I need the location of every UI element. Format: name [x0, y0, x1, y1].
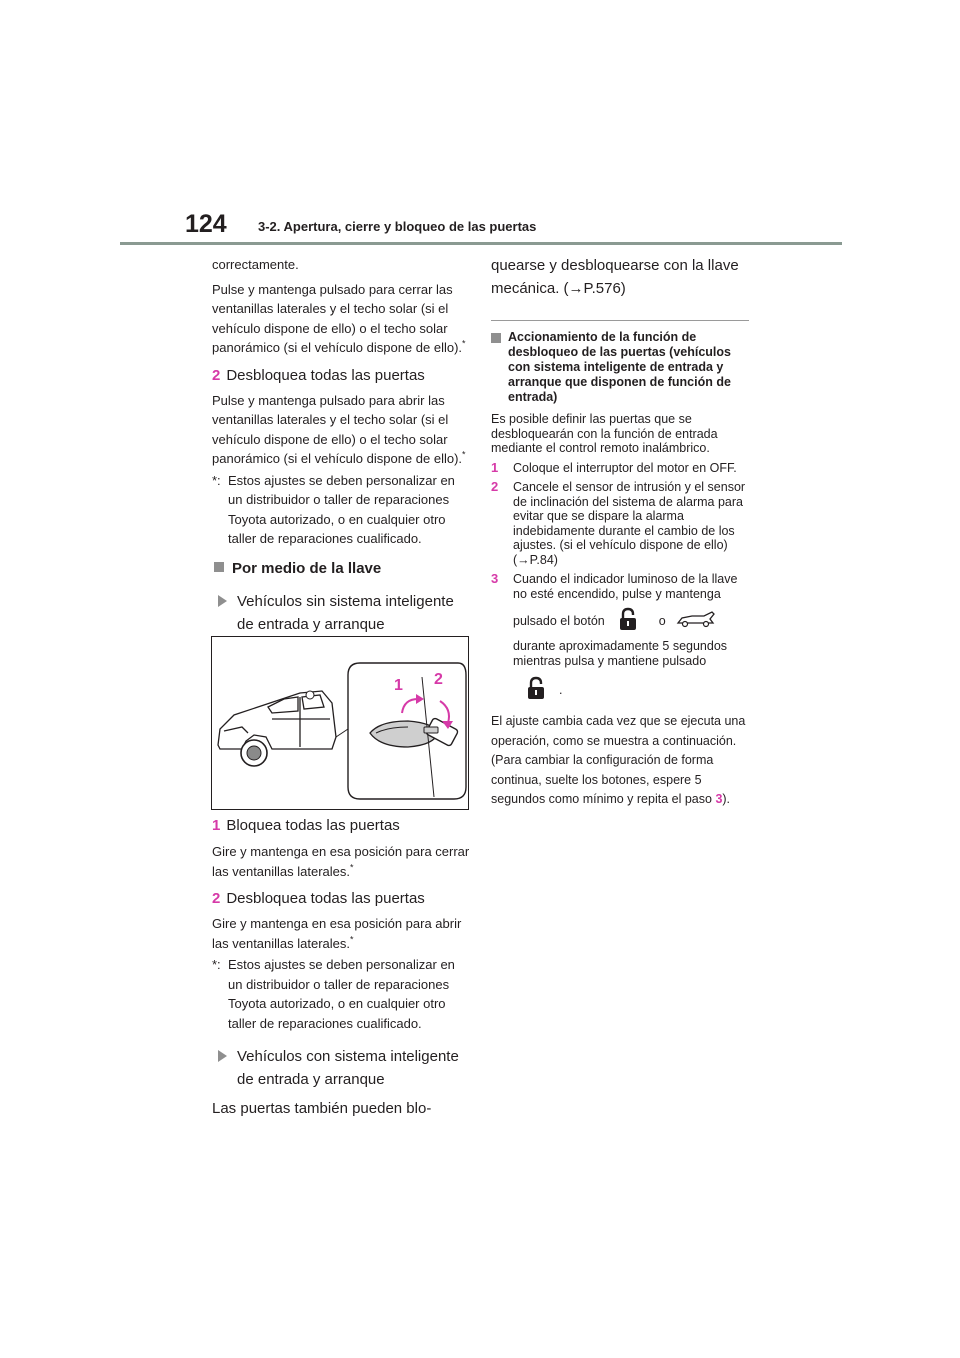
footnote-1: *: Estos ajustes se deben personalizar en un distribuidor o taller de reparaciones Toyota autorizado, o en cualquier otro taller de reparaciones cualificado. [212, 472, 455, 546]
bullet-square-icon [214, 562, 224, 572]
header-rule [120, 242, 842, 245]
figure-step-lock: 1 Bloquea todas las puertas [212, 817, 400, 834]
subheading-with-smart-entry: Vehículos con sistema inteligente de entrada y arranque [212, 1045, 472, 1091]
key-door-illustration [211, 636, 469, 810]
right-column [491, 254, 753, 810]
list-item: 1 Coloque el interruptor del motor en OFF. [491, 459, 737, 475]
car-back-door-icon [676, 610, 716, 632]
list-item-3: 3 Cuando el indicador luminoso de la llave no esté encendido, pulse y mantenga pulsado el botón o durante aproximadamente 5 segundos mientras pulsa y mantiene pulsado . [491, 572, 753, 710]
bullet-triangle-icon [218, 595, 227, 607]
paragraph-setting-changes: El ajuste cambia cada vez que se ejecuta una operación, como se muestra a continuación. (Para cambiar la configuración de forma continua, suelte los botones, espere 5 segundos como mínimo y repita el paso 3). [491, 714, 746, 806]
paragraph-correctly: correctamente. [212, 257, 299, 272]
paragraph-turn-open: Gire y mantenga en esa posición para abrir las ventanillas laterales.* [212, 916, 462, 951]
subheading-without-smart-entry: Vehículos sin sistema inteligente de entrada y arranque [212, 590, 472, 636]
step-unlock-all: 2 Desbloquea todas las puertas [212, 366, 425, 384]
footnote-2: *: Estos ajustes se deben personalizar en un distribuidor o taller de reparaciones Toyota autorizado, o en cualquier otro taller de reparaciones cualificado. [212, 957, 455, 1031]
paragraph-close-windows: Pulse y mantenga pulsado para cerrar las ventanillas laterales y el techo solar (si el vehículo dispone de ello) o el techo solar panorámico (si el vehículo dispone de ello).* [212, 281, 466, 355]
car-key-lock-diagram [212, 637, 468, 809]
figure-label-2: 2 [434, 671, 443, 688]
lock-button-icon [619, 607, 637, 635]
list-item: 2 Cancele el sensor de intrusión y el sensor de inclinación del sistema de alarma para evitar que se dispare la alarma indebidamente durante el cambio de los ajustes. (si el vehículo dispone de ello) (→P.84) [491, 479, 746, 567]
section-title: 3-2. Apertura, cierre y bloqueo de las puertas [258, 219, 537, 234]
lock-button-icon [527, 676, 545, 704]
paragraph-can-also-lock: Las puertas también pueden blo- [212, 1100, 432, 1117]
heading-entry-function: Accionamiento de la función de desbloqueo de las puertas (vehículos con sistema inteligente de entrada y arranque que disponen de función de entrada) [491, 330, 753, 405]
section-divider [491, 320, 749, 321]
paragraph-open-windows: Pulse y mantenga pulsado para abrir las ventanillas laterales y el techo solar (si el vehículo dispone de ello) o el techo solar panorámico (si el vehículo dispone de ello).* [212, 392, 466, 466]
heading-by-key: Por medio de la llave [212, 557, 472, 580]
paragraph-turn-close: Gire y mantenga en esa posición para cerrar las ventanillas laterales.* [212, 844, 470, 879]
left-column-top [212, 255, 472, 636]
figure-step-unlock: 2 Desbloquea todas las puertas [212, 890, 425, 907]
left-column-bottom [212, 814, 472, 1120]
paragraph-mechanical-key: quearse y desbloquearse con la llave mecánica. (→P.576) [491, 257, 739, 297]
bullet-square-icon [491, 333, 501, 343]
bullet-triangle-icon [218, 1050, 227, 1062]
paragraph-entry-intro: Es posible definir las puertas que se desbloquearán con la función de entrada mediante el control remoto inalámbrico. [491, 412, 718, 455]
page-number: 124 [185, 210, 227, 238]
figure-label-1: 1 [394, 677, 403, 694]
